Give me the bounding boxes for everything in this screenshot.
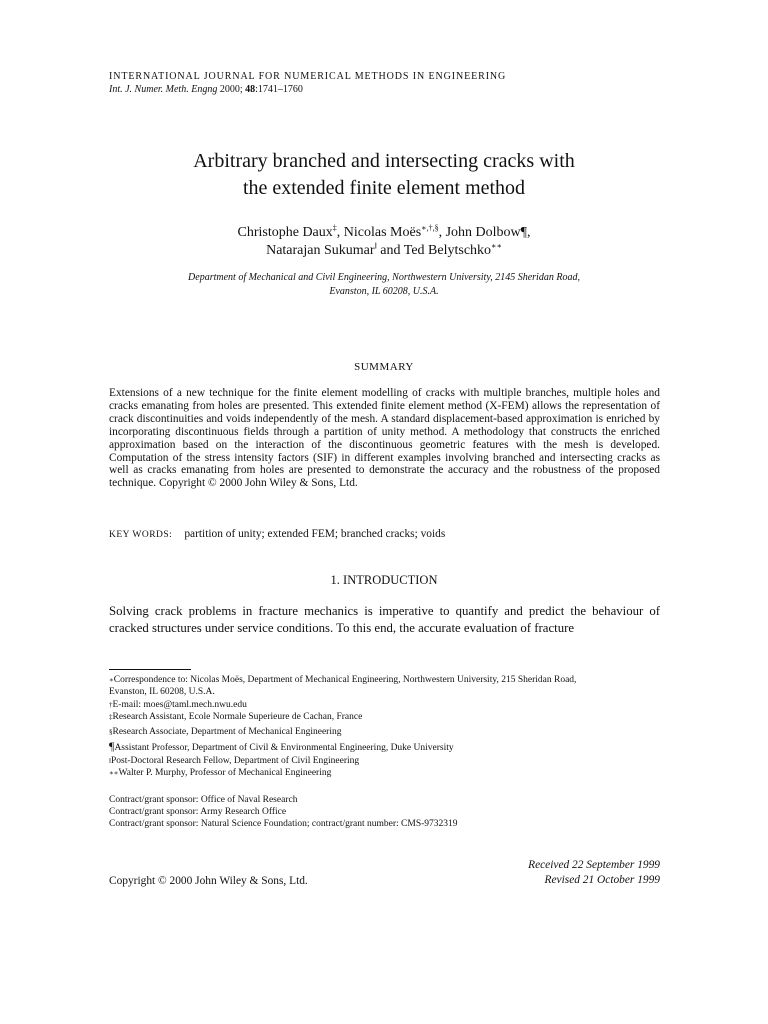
footnote-rule [109, 669, 191, 670]
citation-year: 2000; [217, 84, 246, 95]
sponsor-list [109, 794, 665, 831]
affiliation-line-2: Evanston, IL 60208, U.S.A. [329, 286, 439, 297]
introduction-text: Solving crack problems in fracture mechanics is imperative to quantify and predict the behaviour of cracked structures under service conditions. To this end, the accurate evaluation of fracture [109, 604, 660, 635]
author-line-2 [0, 242, 768, 260]
citation-pages: :1741–1760 [255, 84, 303, 95]
sponsor-line: Contract/grant sponsor: Army Research Office [109, 807, 287, 818]
author-dolbow: , John Dolbow¶, [438, 225, 531, 240]
footnote-correspondence [109, 674, 665, 686]
footnote-mark: ‖ [109, 757, 111, 765]
footnote-mark: † [109, 701, 113, 709]
footnote-moes [109, 726, 665, 738]
footnote-mark: § [109, 728, 113, 736]
paper-title [0, 148, 768, 202]
footnote-mark: ‡ [109, 713, 113, 721]
keywords [109, 528, 445, 540]
footnote-dolbow [109, 741, 665, 754]
author-mark: ‡ [332, 223, 337, 233]
citation-abbrev: Int. J. Numer. Meth. Engng [109, 84, 218, 95]
received-date: Received 22 September 1999 [528, 859, 660, 871]
section-heading-introduction: 1. INTRODUCTION [330, 573, 438, 587]
sponsor-line: Contract/grant sponsor: Office of Naval Research [109, 795, 298, 805]
footnote-belytschko [109, 767, 665, 779]
keywords-label: KEY WORDS: [109, 530, 173, 540]
keywords-text: partition of unity; extended FEM; branched cracks; voids [184, 528, 446, 540]
footnote-mark: ∗ [109, 676, 114, 684]
dates [528, 858, 660, 888]
author-line-1 [0, 224, 768, 242]
footnote-text: Post-Doctoral Research Fellow, Department of Civil Engineering [110, 756, 360, 766]
title-line-2: the extended finite element method [242, 177, 526, 199]
footnote-text: Correspondence to: Nicolas Moës, Department of Mechanical Engineering, Northwestern University, 215 Sheridan Road, [113, 675, 577, 685]
author-sukumar: Natarajan Sukumar [266, 243, 375, 258]
author-list [0, 224, 768, 260]
summary-text: Extensions of a new technique for the finite element modelling of cracks with multiple branches, multiple holes and cracks emanating from holes are presented. This extended finite element method (X-FEM) allows the representation of crack discontinuities and voids independently of the mesh. A standard displacement-based approximation is enriched by incorporating discontinuous fields through a partition of unity method. A methodology that constructs the enriched approximation based on the interaction of the discontinuous geometric features with the mesh is developed. Computation of the stress intensity factors (SIF) in different examples involving branched and intersecting cracks as well as cracks emanating from holes are presented to demonstrate the accuracy and the robustness of the proposed technique. Copyright © 2000 John Wiley & Sons, Ltd. [109, 387, 660, 490]
author-mark: ∗∗ [491, 241, 502, 251]
author-daux: Christophe Daux [237, 225, 333, 240]
footnote-text: Research Assistant, Ecole Normale Superieure de Cachan, France [112, 712, 363, 722]
affiliation [0, 271, 768, 299]
footnote-address [109, 686, 665, 698]
footnote-daux [109, 711, 665, 723]
footnote-text: Evanston, IL 60208, U.S.A. [109, 687, 215, 697]
footnote-mark: ¶ [109, 739, 115, 753]
author-moes: , Nicolas Moës [336, 225, 422, 240]
footnote-text: Walter P. Murphy, Professor of Mechanical Engineering [118, 768, 332, 778]
title-line-1: Arbitrary branched and intersecting cracks with [193, 150, 575, 172]
copyright: Copyright © 2000 John Wiley & Sons, Ltd. [109, 875, 308, 887]
affiliation-line-1: Department of Mechanical and Civil Engineering, Northwestern University, 2145 Sheridan Road, [188, 272, 580, 283]
citation-line [109, 84, 303, 95]
author-belytschko: and Ted Belytschko [376, 243, 492, 258]
summary-heading: SUMMARY [354, 361, 414, 373]
footnote-sukumar [109, 755, 665, 767]
author-mark: ‖ [374, 241, 377, 251]
footnote-text: Research Associate, Department of Mechanical Engineering [112, 727, 342, 737]
revised-date: Revised 21 October 1999 [544, 874, 660, 886]
footnote-text: E-mail: moes@taml.mech.nwu.edu [112, 700, 247, 710]
journal-name: INTERNATIONAL JOURNAL FOR NUMERICAL METHODS IN ENGINEERING [109, 71, 507, 82]
footnote-email [109, 699, 665, 711]
citation-volume: 48 [245, 84, 256, 95]
author-mark: ∗,†,§ [421, 223, 439, 233]
footnote-text: Assistant Professor, Department of Civil & Environmental Engineering, Duke University [114, 743, 454, 753]
footnote-mark: ∗∗ [109, 769, 119, 777]
sponsor-line: Contract/grant sponsor: Natural Science Foundation; contract/grant number: CMS-9732319 [109, 819, 458, 830]
